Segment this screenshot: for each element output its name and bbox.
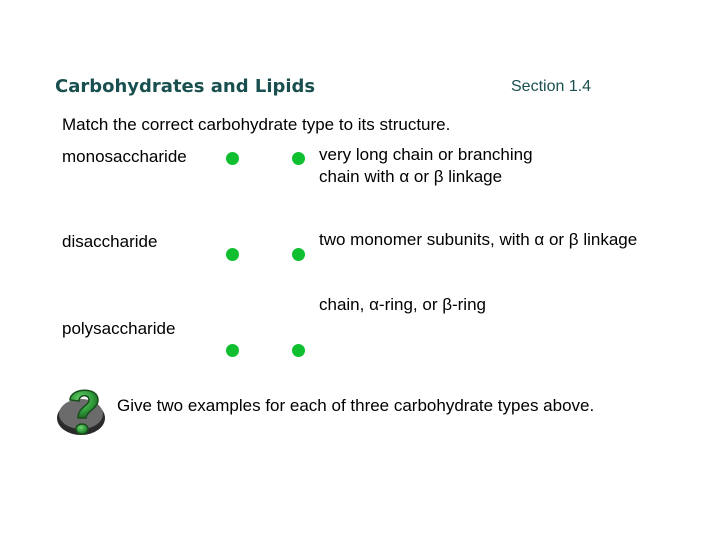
question-mark-icon <box>54 378 112 440</box>
definition-1-line-1: very long chain or branching <box>319 145 533 164</box>
definition-3 <box>319 294 486 316</box>
page-title: Carbohydrates and Lipids <box>55 76 316 97</box>
term-monosaccharide: monosaccharide <box>62 147 187 166</box>
match-dot-right-3[interactable] <box>292 344 305 357</box>
instruction-text: Match the correct carbohydrate type to its structure. <box>62 115 451 134</box>
match-dot-left-3[interactable] <box>226 344 239 357</box>
question-prompt: Give two examples for each of three carbohydrate types above. <box>117 396 595 415</box>
term-disaccharide: disaccharide <box>62 232 158 251</box>
definition-2 <box>319 229 637 251</box>
definition-1-line-2: chain with α or β linkage <box>319 167 503 186</box>
match-dot-right-1[interactable] <box>292 152 305 165</box>
definition-2-line-1: two monomer subunits, with α or β linkage <box>319 230 638 249</box>
section-label: Section 1.4 <box>511 78 592 95</box>
definition-3-line-1: chain, α-ring, or β-ring <box>319 295 486 314</box>
match-dot-left-2[interactable] <box>226 248 239 261</box>
match-dot-left-1[interactable] <box>226 152 239 165</box>
match-dot-right-2[interactable] <box>292 248 305 261</box>
term-polysaccharide: polysaccharide <box>62 319 176 338</box>
definition-1 <box>319 144 533 188</box>
